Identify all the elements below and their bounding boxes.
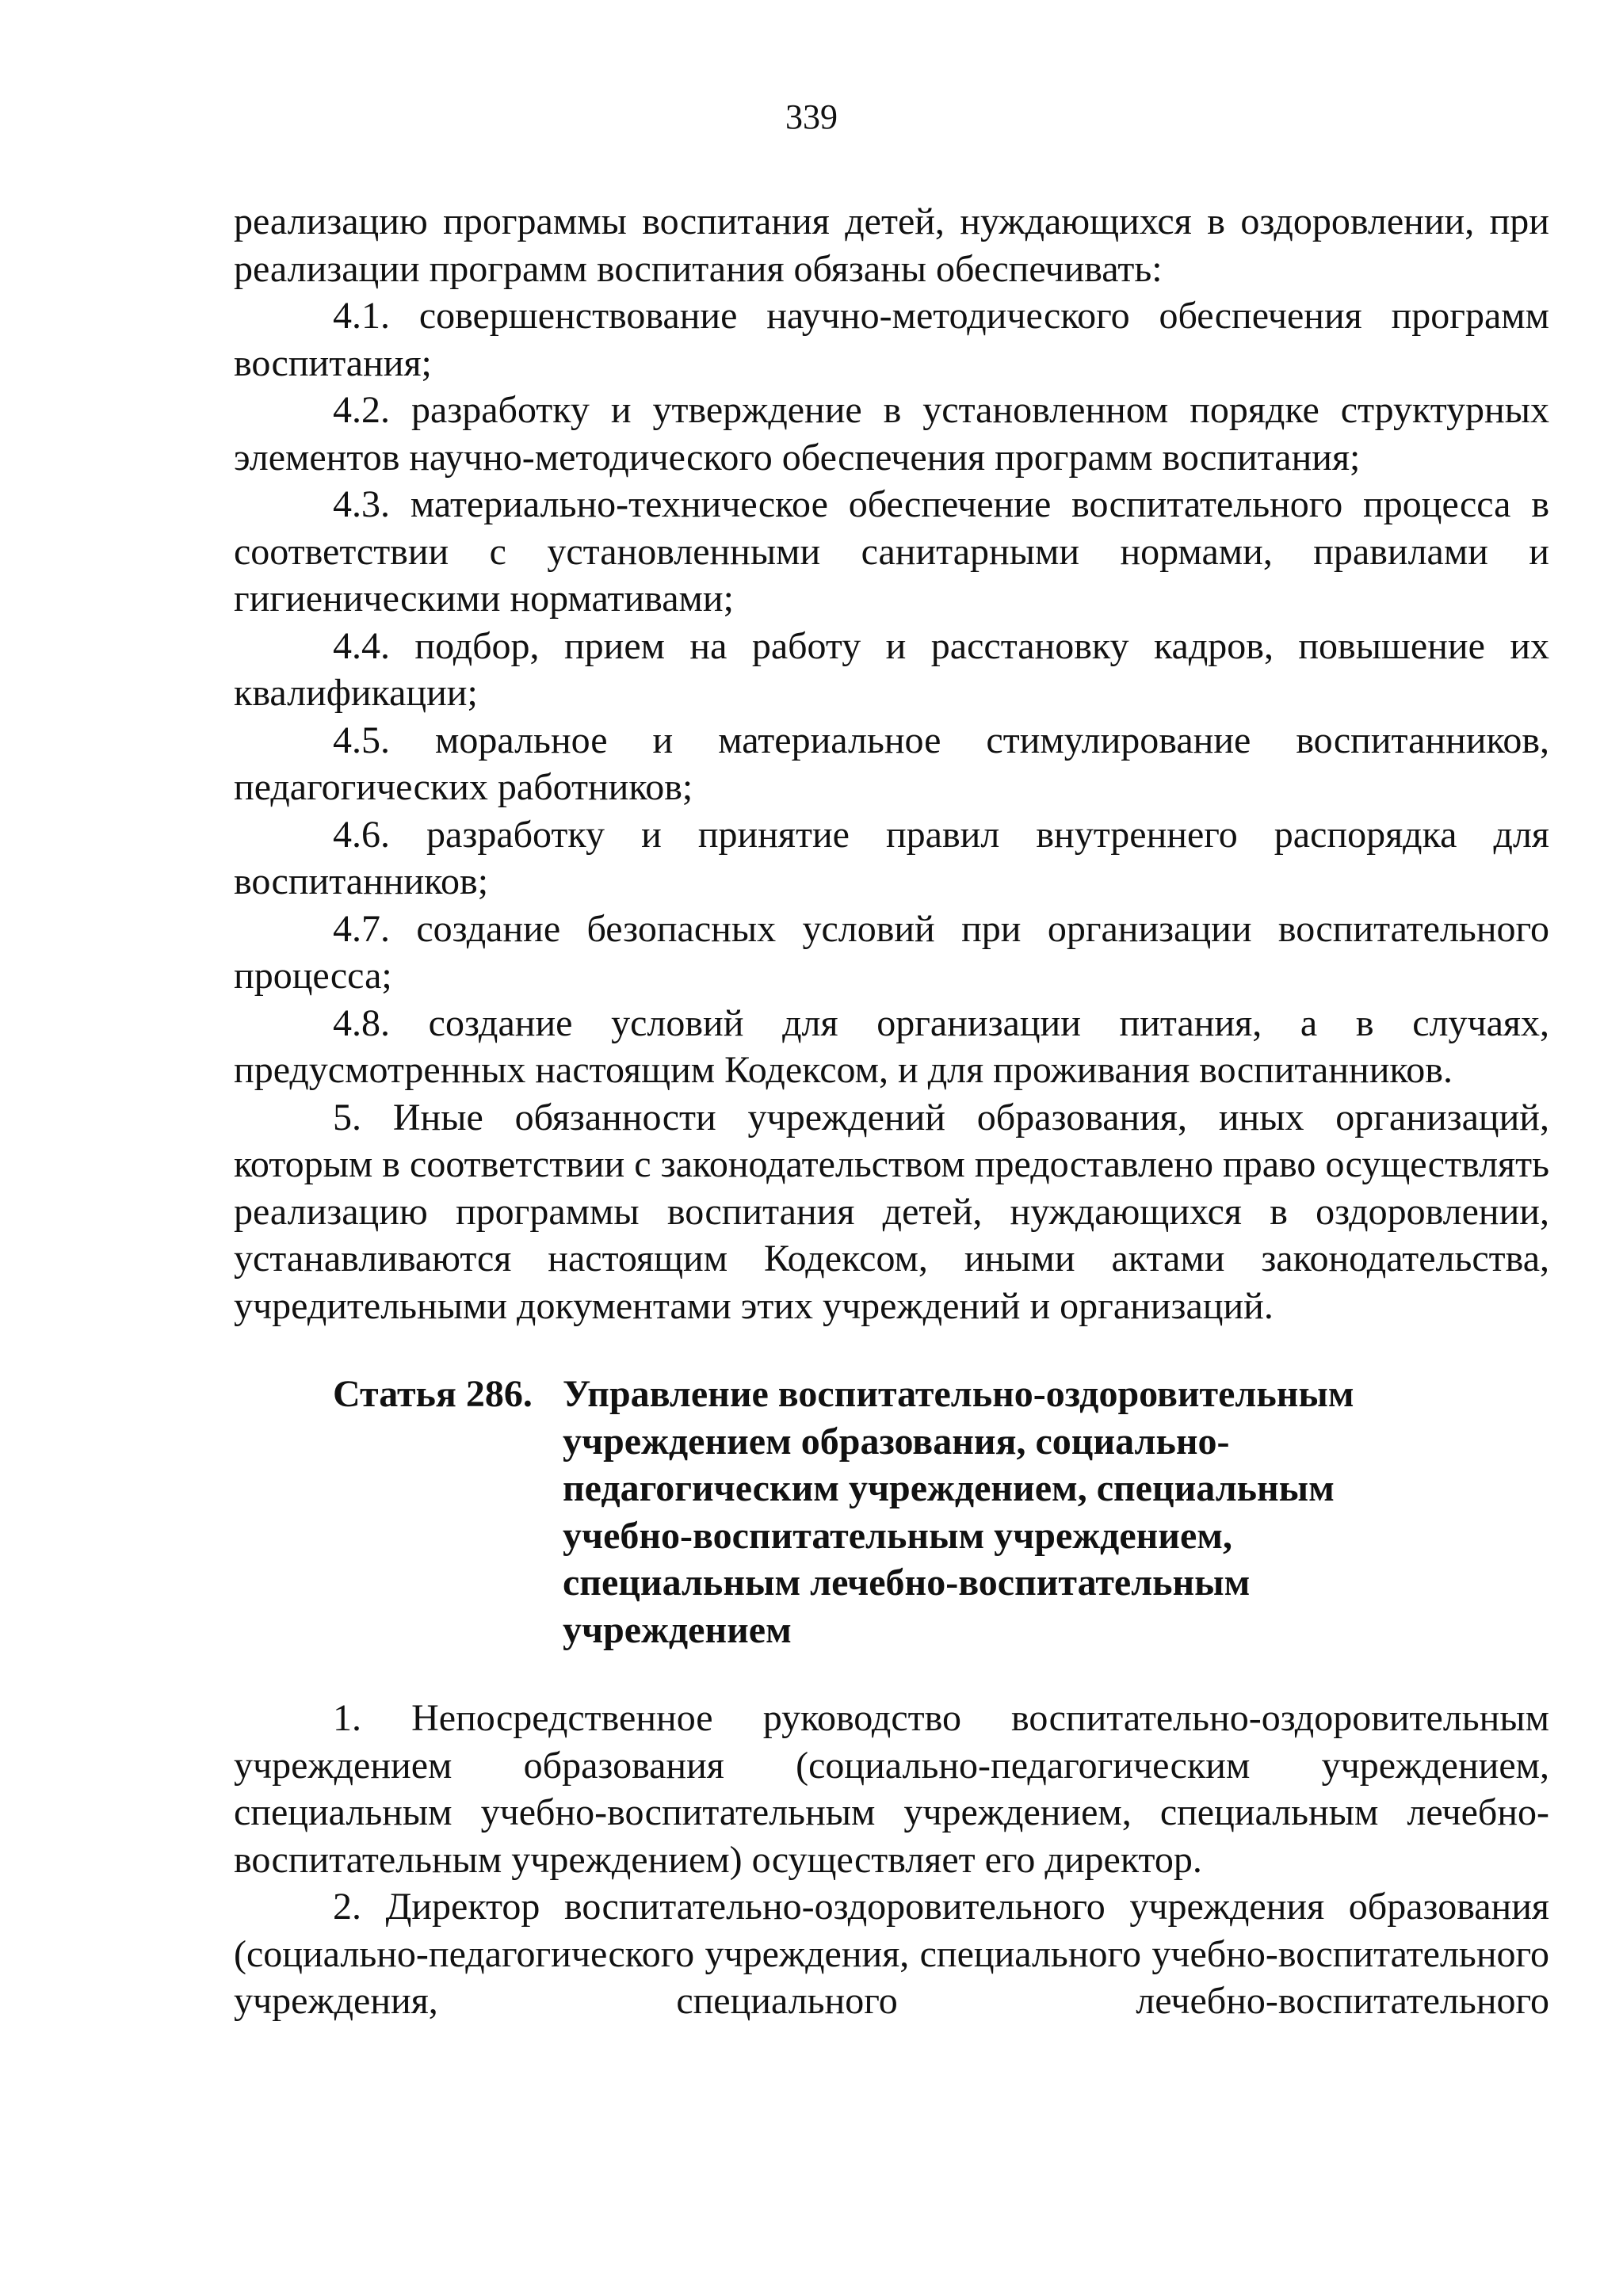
paragraph-4-1: 4.1. совершенствование научно-методического обеспечения программ воспитания; (234, 295, 1549, 384)
paragraph-4-6: 4.6. разработку и принятие правил внутреннего распорядка для воспитанников; (234, 813, 1549, 902)
paragraphs-before-article (234, 198, 1549, 1329)
paragraph-article-1: 1. Непосредственное руководство воспитательно-оздоровительным учреждением образования (социально-педагогическим учреждением, специальным учебно-воспитательным учреждением, специальным лечебно-воспитательным учреждением) осуществляет его директор. (234, 1697, 1549, 1881)
paragraph-4-2: 4.2. разработку и утверждение в установленном порядке структурных элементов научно-методического обеспечения программ воспитания; (234, 389, 1549, 479)
article-number: Статья 286. (333, 1373, 533, 1415)
paragraph-4-7: 4.7. создание безопасных условий при организации воспитательного процесса; (234, 907, 1549, 997)
paragraph-intro: реализацию программы воспитания детей, нуждающихся в оздоровлении, при реализации программ воспитания обязаны обеспечивать: (234, 200, 1549, 290)
document-body (234, 198, 1549, 2025)
article-heading (234, 1371, 1549, 1653)
paragraph-4-3: 4.3. материально-техническое обеспечение воспитательного процесса в соответствии с установленными санитарными нормами, правилами и гигиеническими нормативами; (234, 483, 1549, 620)
page-number: 339 (785, 97, 838, 136)
paragraph-4-8: 4.8. создание условий для организации питания, а в случаях, предусмотренных настоящим Кодексом, и для проживания воспитанников. (234, 1001, 1549, 1091)
paragraphs-after-article (234, 1695, 1549, 2025)
paragraph-4-5: 4.5. моральное и материальное стимулирование воспитанников, педагогических работников; (234, 719, 1549, 808)
paragraph-4-4: 4.4. подбор, прием на работу и расстановку кадров, повышение их квалификации; (234, 624, 1549, 714)
paragraph-article-2: 2. Директор воспитательно-оздоровительного учреждения образования (социально-педагогического учреждения, специального учебно-воспитательного учреждения, специального лечебно-воспитательного (234, 1886, 1549, 2022)
paragraph-5: 5. Иные обязанности учреждений образования, иных организаций, которым в соответствии с законодательством предоставлено право осуществлять реализацию программы воспитания детей, нуждающихся в оздоровлении, устанавливаются настоящим Кодексом, иными актами законодательства, учредительными документами этих учреждений и организаций. (234, 1096, 1549, 1327)
article-title: Управление воспитательно-оздоровительным учреждением образования, социально- педагогическим учреждением, специальным учебно-воспитательным учреждением, специальным лечебно-воспитательным учреждением (563, 1373, 1354, 1651)
